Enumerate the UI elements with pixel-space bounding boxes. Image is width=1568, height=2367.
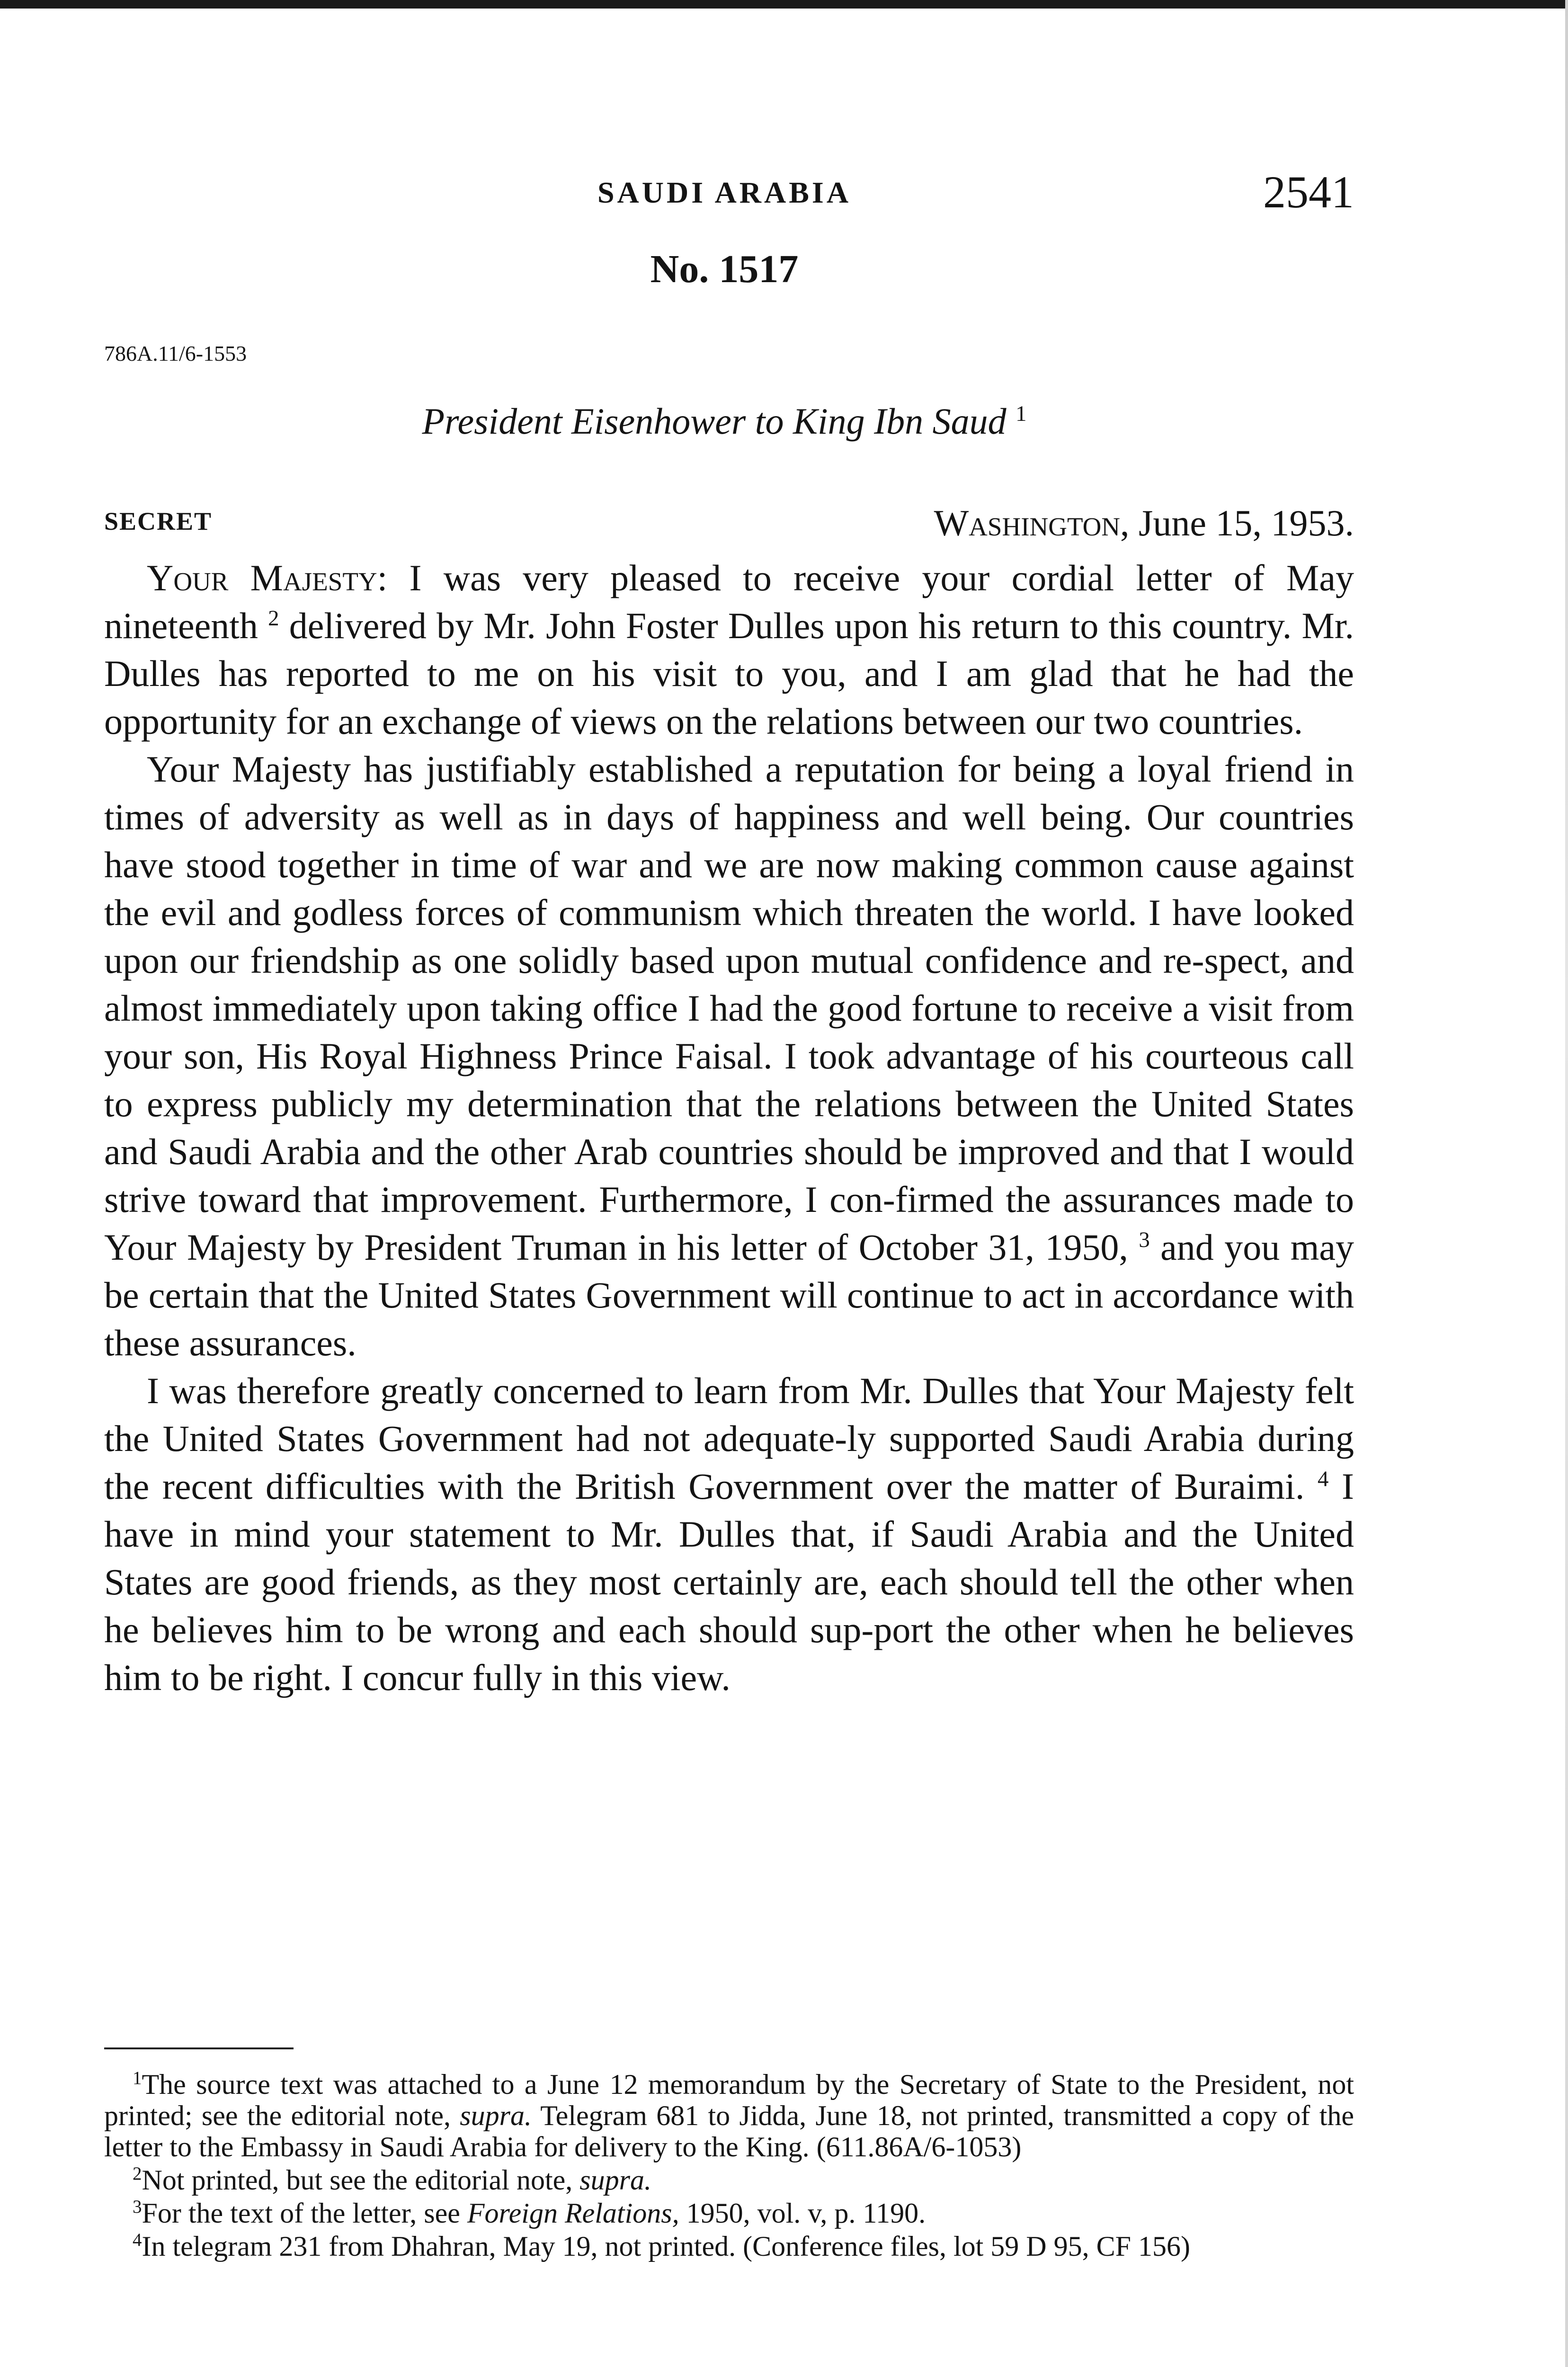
document-title-text: President Eisenhower to King Ibn Saud	[422, 400, 1007, 442]
footnote-text: 1950, vol. v, p. 1190.	[679, 2198, 926, 2229]
paragraph-3-text-b: I have in mind your statement to Mr. Dulles that, if Saudi Arabia and the United States are good friends, as they most certainly are, each should tell the other when he believes him to be wrong and each should sup-port the other when he believes him to be right. I concur fully in this view.	[104, 1466, 1354, 1698]
paragraph-2	[104, 745, 1354, 1367]
footnote-number: 2	[133, 2163, 142, 2184]
footnote-text: In telegram 231 from Dhahran, May 19, not printed. (Conference files, lot 59 D 95, CF 156)	[142, 2231, 1190, 2262]
footnote-italic: supra.	[579, 2164, 651, 2196]
footnote-4	[104, 2231, 1354, 2262]
footnote-number: 1	[133, 2068, 142, 2088]
dateline	[934, 502, 1354, 544]
footnote-text: For the text of the letter, see	[142, 2198, 467, 2229]
paragraph-1-text-b: delivered by Mr. John Foster Dulles upon his return to this country. Mr. Dulles has reported to me on his visit to you, and I am glad that he had the opportunity for an exchange of views on the relations between our two countries.	[104, 605, 1354, 742]
footnote-text: Not printed, but see the editorial note,	[142, 2164, 580, 2196]
footnote-2	[104, 2164, 1354, 2196]
footnote-ref-3: 3	[1139, 1228, 1150, 1252]
footnote-ref-4: 4	[1318, 1467, 1329, 1491]
footnote-number: 4	[133, 2230, 142, 2250]
footnote-3	[104, 2198, 1354, 2229]
footnote-ref-1: 1	[1016, 401, 1027, 426]
running-head: SAUDI ARABIA	[597, 176, 852, 209]
classification-label: SECRET	[104, 507, 213, 535]
paragraph-3-text-a: I was therefore greatly concerned to learn from Mr. Dulles that Your Majesty felt the United States Government had not adequate-ly supported Saudi Arabia during the recent difficulties with the British Government over the matter of Buraimi.	[104, 1370, 1354, 1507]
dateline-place: Washington,	[934, 502, 1130, 543]
file-reference: 786A.11/6-1553	[104, 341, 247, 365]
dateline-date: June 15, 1953.	[1129, 502, 1354, 543]
scan-right-edge	[1565, 0, 1568, 2367]
document-page	[95, 0, 1354, 2367]
paragraph-1	[104, 554, 1354, 745]
paragraph-2-text-b: and you may be certain that the United States Government will continue to act in accordance with these assurances.	[104, 1227, 1354, 1363]
footnotes	[104, 2069, 1354, 2264]
footnote-text: The source text was attached to a June 12 memorandum by the Secretary of State to the President, not printed; see the editorial note,	[104, 2069, 1354, 2131]
salutation: Your Majesty:	[147, 557, 388, 598]
paragraph-2-text-a: Your Majesty has justifiably established a reputation for being a loyal friend in times of adversity as well as in days of happiness and well being. Our countries have stood together in time of war and we are now making common cause against the evil and godless forces of communism which threaten the world. I have looked upon our friendship as one solidly based upon mutual confidence and re-spect, and almost immediately upon taking office I had the good fortune to receive a visit from your son, His Royal Highness Prince Faisal. I took advantage of his courteous call to express publicly my determination that the relations between the United States and Saudi Arabia and the other Arab countries should be improved and that I would strive toward that improvement. Furthermore, I con-firmed the assurances made to Your Majesty by President Truman in his letter of October 31, 1950,	[104, 748, 1354, 1268]
page-number: 2541	[1263, 167, 1354, 217]
letter-body	[104, 554, 1354, 1701]
footnote-ref-2: 2	[268, 606, 279, 631]
footnote-text: Telegram 681 to Jidda, June 18, not printed, transmitted a copy of the letter to the Embassy in Saudi Arabia for delivery to the King. (611.86A/6-1053)	[104, 2100, 1354, 2162]
footnote-divider	[104, 2047, 294, 2049]
footnote-number: 3	[133, 2197, 142, 2217]
footnote-1	[104, 2069, 1354, 2162]
document-number: No. 1517	[650, 247, 799, 291]
footnote-italic: supra.	[460, 2100, 532, 2131]
footnote-italic: Foreign Relations,	[467, 2198, 679, 2229]
paragraph-1-text-a: I was very pleased to receive your cordial letter of May nineteenth	[104, 557, 1354, 646]
paragraph-3	[104, 1367, 1354, 1701]
document-title	[95, 400, 1354, 443]
